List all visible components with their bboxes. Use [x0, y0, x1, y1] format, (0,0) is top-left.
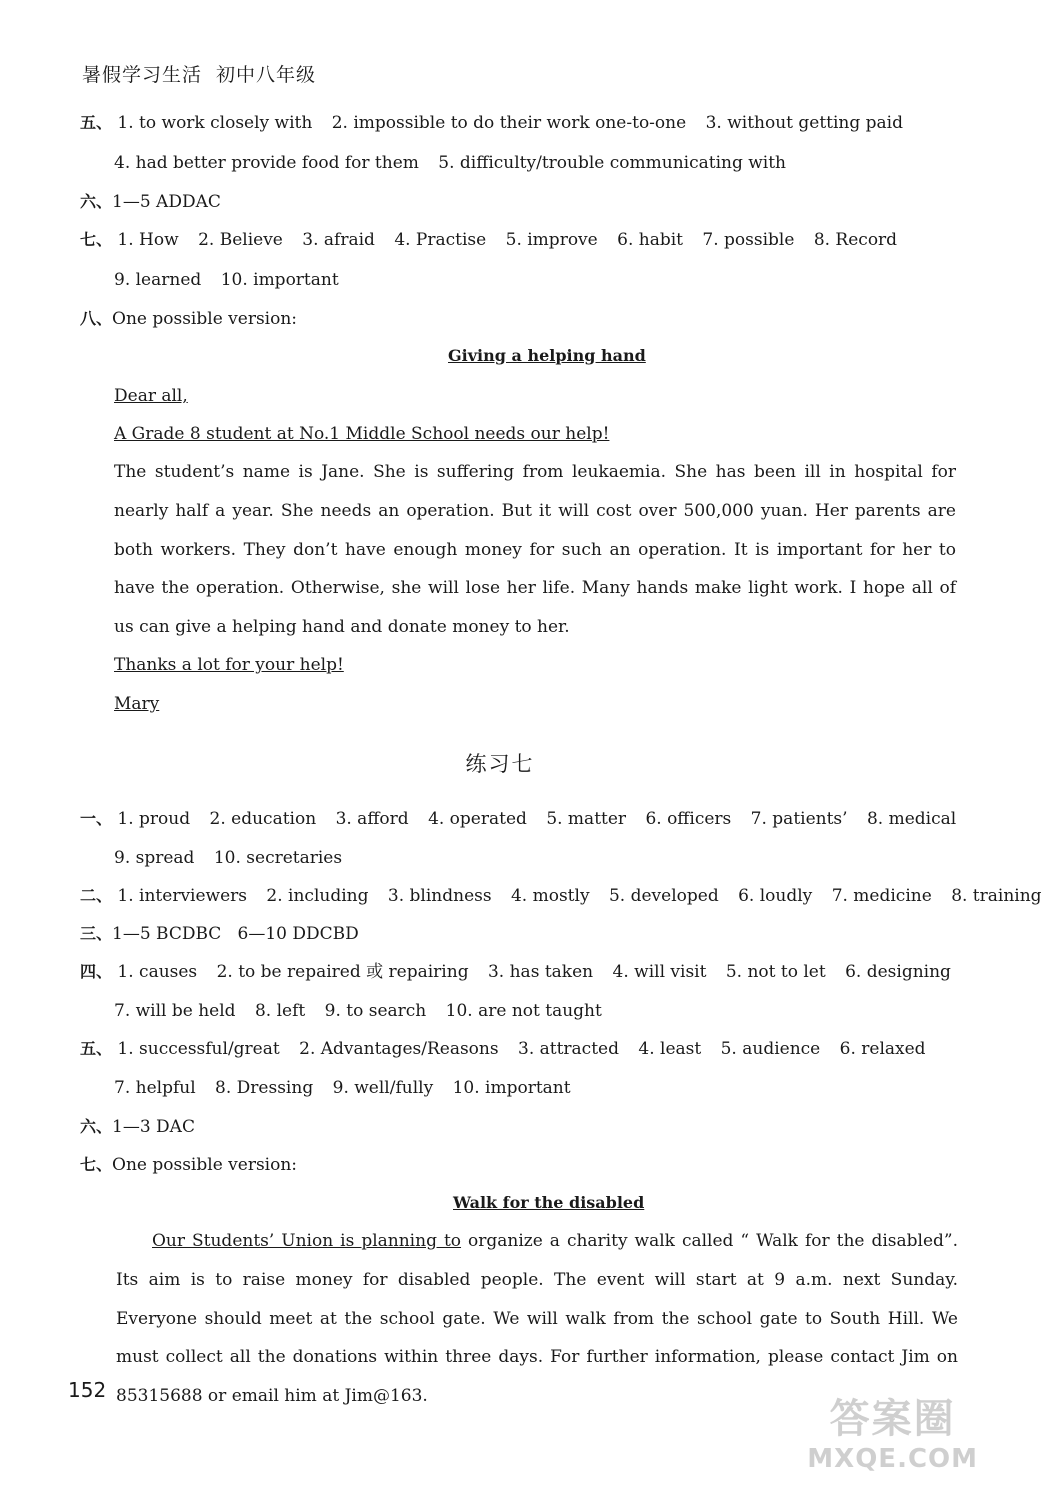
answer-item: 9. well/fully [332, 1078, 434, 1098]
answer-line-san [80, 923, 359, 945]
watermark-logo: 答案圈 [829, 1396, 956, 1442]
answer-item: 5. improve [505, 230, 598, 250]
answer-item: 1. successful/great [117, 1039, 280, 1059]
essay2-underlined: Our Students’ Union is planning to [152, 1231, 462, 1251]
answer-item: 2. including [266, 886, 369, 906]
section-marker: 二、 [80, 886, 113, 905]
answer-item: 5. developed [608, 886, 719, 906]
answer-line-qi-1 [80, 229, 911, 251]
answer-line-wu-b-2 [114, 1077, 585, 1099]
section-marker: 八、 [80, 309, 113, 328]
section-marker: 一、 [80, 809, 113, 828]
answer-item: 3. afford [335, 809, 409, 829]
answer-line-yi-2 [114, 847, 356, 869]
answer-item: 7. medicine [831, 886, 932, 906]
answer-item: 5. audience [720, 1039, 821, 1059]
answer-item: 7. helpful [114, 1078, 196, 1098]
essay-closing: Thanks a lot for your help! [114, 655, 344, 675]
essay-body: The student’s name is Jane. She is suffering from leukaemia. She has been ill in hospital for nearly half a year. She needs an operation. But it will cost over 500,000 yuan. Her parents are both workers. They don’t have enough money for such an operation. It is important for her to have the operation. Otherwise, she will lose her life. Many hands make light work. I hope all of us can give a helping hand and donate money to her. [114, 462, 956, 638]
section-marker: 五、 [80, 1039, 113, 1058]
watermark [807, 1387, 978, 1474]
essay-signature: Mary [114, 694, 160, 714]
answer-item: 7. will be held [114, 1001, 236, 1021]
essay-opening: A Grade 8 student at No.1 Middle School needs our help! [114, 424, 610, 444]
page-number: 152 [68, 1378, 107, 1402]
answer-item: 2. to be repaired 或 repairing [216, 962, 469, 982]
answer-item: 1—3 DAC [112, 1117, 195, 1137]
answer-item: 1. proud [117, 809, 191, 829]
answer-item: 3. blindness [387, 886, 492, 906]
answer-item: 5. not to let [725, 962, 826, 982]
page-header [82, 60, 316, 87]
answer-item: 2. education [209, 809, 317, 829]
answer-item: 8. left [254, 1001, 306, 1021]
essay-title: Giving a helping hand [448, 346, 646, 365]
answer-item: 3. attracted [518, 1039, 619, 1059]
answer-item: 7. possible [702, 230, 795, 250]
answer-item: 4. Practise [394, 230, 487, 250]
answer-item: 6. habit [617, 230, 683, 250]
answer-item: 10. are not taught [445, 1001, 602, 1021]
answer-item: 2. Advantages/Reasons [299, 1039, 499, 1059]
section-marker: 七、 [80, 230, 113, 249]
answer-line-wu-1 [80, 112, 917, 134]
answer-line-qi-b [80, 1154, 297, 1176]
section-marker: 三、 [80, 924, 113, 943]
answer-item: 9. spread [114, 848, 195, 868]
answer-item: 4. had better provide food for them [114, 153, 419, 173]
answer-item: One possible version: [112, 309, 298, 329]
answer-item: 1. How [117, 230, 179, 250]
answer-item: 5. difficulty/trouble communicating with [438, 153, 787, 173]
answer-item: 1. interviewers [117, 886, 248, 906]
answer-item: 10. important [452, 1078, 571, 1098]
answer-item: 2. impossible to do their work one-to-one [331, 113, 687, 133]
answer-item: 3. afraid [302, 230, 375, 250]
answer-item: 10. important [220, 270, 339, 290]
answer-item: 8. Record [813, 230, 898, 250]
answer-item: 7. patients’ [750, 809, 848, 829]
watermark-site: MXQE.COM [807, 1444, 978, 1474]
answer-item: 9. to search [324, 1001, 427, 1021]
answer-line-liu-b [80, 1116, 195, 1138]
answer-item: 3. has taken [487, 962, 594, 982]
answer-item: 10. secretaries [213, 848, 343, 868]
section-title: 练习七 [465, 752, 535, 776]
answer-item: 8. training [951, 886, 1042, 906]
answer-line-liu [80, 191, 221, 213]
answer-item: 1—5 ADDAC [112, 192, 221, 212]
answer-item: 1. causes [117, 962, 198, 982]
answer-item: 6. loudly [738, 886, 813, 906]
answer-item: 4. operated [428, 809, 527, 829]
answer-line-wu-2 [114, 152, 800, 174]
section-marker: 六、 [80, 1117, 113, 1136]
book-title: 暑假学习生活 [82, 64, 203, 86]
essay-greeting: Dear all, [114, 386, 188, 406]
essay2-title: Walk for the disabled [453, 1193, 645, 1212]
answer-item: 8. medical [866, 809, 957, 829]
answer-line-er [80, 885, 1056, 907]
essay2-text: organize a charity walk called “ Walk for the disabled”. Its aim is to raise money for disabled people. The event will start at 9 a.m. next Sunday. Everyone should meet at the school gate. We will walk from the school gate to South Hill. We must collect all the donations within three days. For further information, please contact Jim on 85315688 or email him at Jim@163. [116, 1231, 959, 1407]
answer-item: 6. relaxed [839, 1039, 926, 1059]
grade-label: 初中八年级 [216, 64, 317, 86]
answer-item: 6. officers [645, 809, 732, 829]
answer-line-qi-2 [114, 269, 353, 291]
answer-item: 3. without getting paid [705, 113, 904, 133]
answer-item: 6. designing [845, 962, 951, 982]
answer-item: 4. least [638, 1039, 702, 1059]
answer-item: 2. Believe [198, 230, 283, 250]
answer-item: 5. matter [546, 809, 627, 829]
answer-item: One possible version: [112, 1155, 298, 1175]
section-marker: 五、 [80, 113, 113, 132]
answer-line-wu-b-1 [80, 1038, 940, 1060]
section-marker: 六、 [80, 192, 113, 211]
section-marker: 四、 [80, 962, 113, 981]
answer-line-ba [80, 308, 297, 330]
answer-item: 9. learned [114, 270, 202, 290]
section-marker: 七、 [80, 1155, 113, 1174]
answer-line-si-1 [80, 961, 965, 983]
answer-item: 8. Dressing [215, 1078, 314, 1098]
answer-line-yi-1 [80, 808, 970, 830]
answer-item: 4. will visit [612, 962, 707, 982]
answer-line-si-2 [114, 1000, 616, 1022]
answer-item: 1. to work closely with [117, 113, 313, 133]
answer-item: 1—5 BCDBC 6—10 DDCBD [112, 924, 359, 944]
answer-item: 4. mostly [510, 886, 590, 906]
